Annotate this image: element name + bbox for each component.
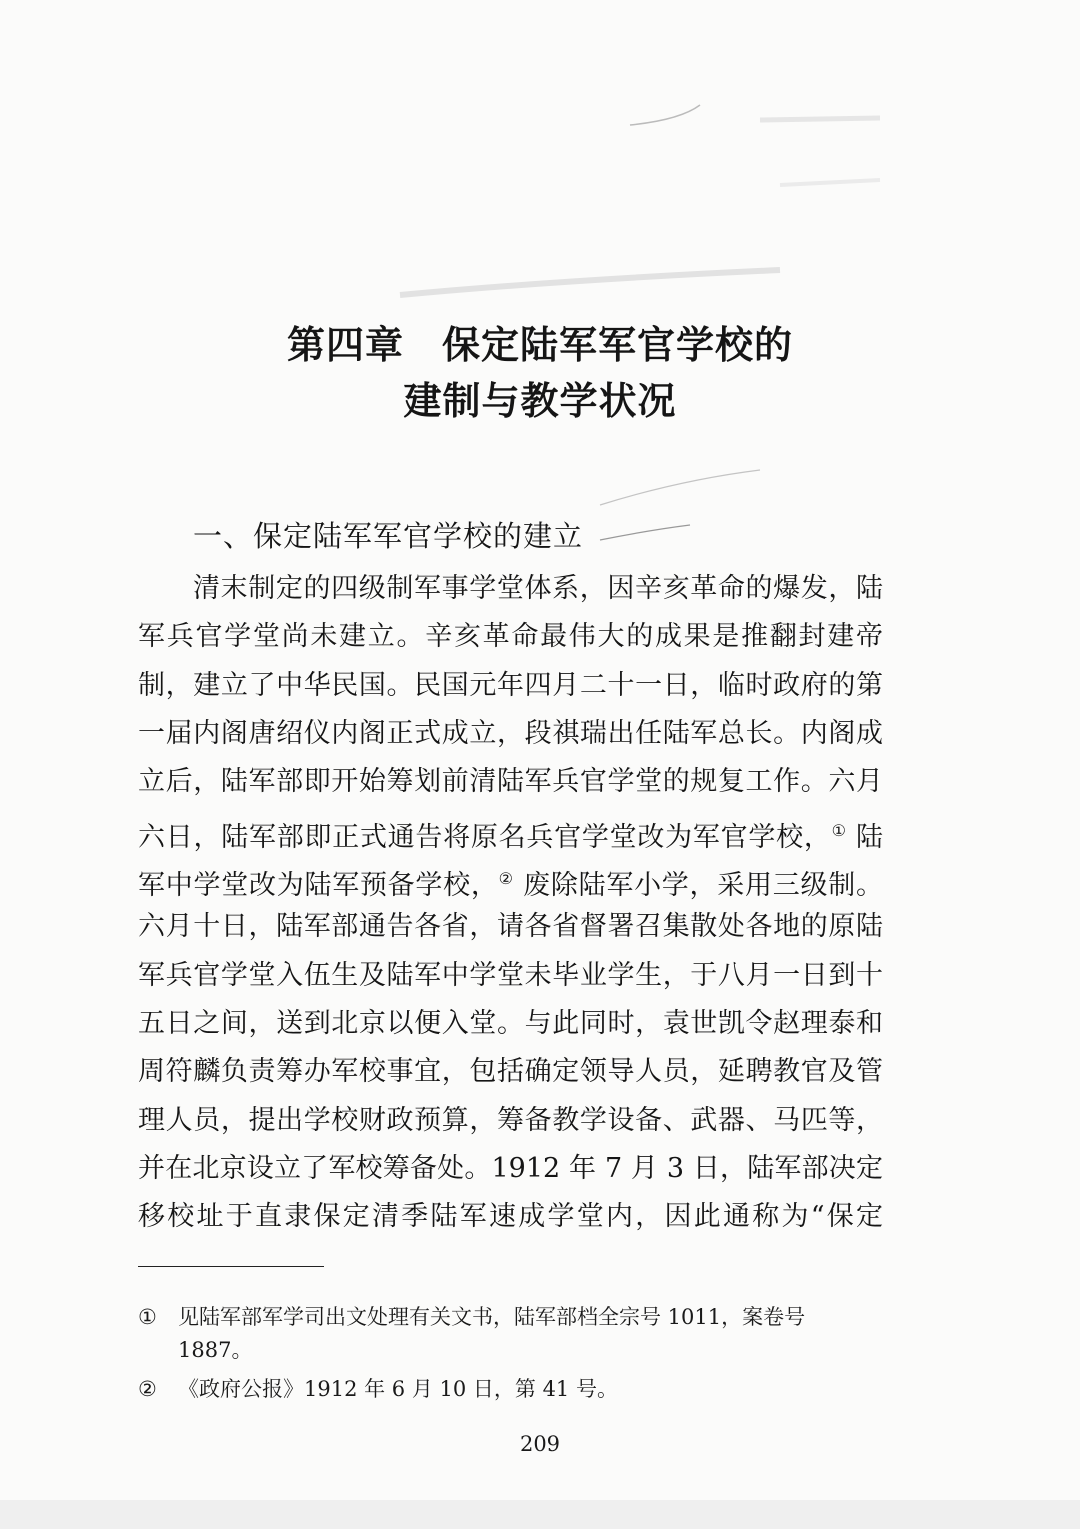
footnote-divider xyxy=(138,1266,324,1267)
body-line: 军兵官学堂入伍生及陆军中学堂未毕业学生，于八月一日到十 xyxy=(138,960,883,991)
chapter-title-main: 保定陆军军官学校的 xyxy=(442,323,794,367)
body-line: 立后，陆军部即开始筹划前清陆军兵官学堂的规复工作。六月 xyxy=(138,766,883,797)
chapter-number: 第四章 xyxy=(286,323,404,367)
body-line: 制，建立了中华民国。民国元年四月二十一日，临时政府的第 xyxy=(138,670,883,701)
section-heading: 一、保定陆军军官学校的建立 xyxy=(193,519,584,553)
body-line: 并在北京设立了军校筹备处。1912 年 7 月 3 日，陆军部决定 xyxy=(138,1153,883,1184)
body-line: 理人员，提出学校财政预算，筹备教学设备、武器、马匹等， xyxy=(138,1105,883,1136)
chapter-title-line2: 建制与教学状况 xyxy=(403,379,677,423)
footnote-mark: ② xyxy=(138,1377,157,1401)
body-line: 周符麟负责筹办军校事宜，包括确定领导人员，延聘教官及管 xyxy=(138,1056,883,1087)
body-line-text: 六日，陆军部即正式通告将原名兵官学堂改为军官学校， xyxy=(138,822,832,853)
body-line-tail: 陆 xyxy=(856,822,883,853)
body-line: 六月十日，陆军部通告各省，请各省督署召集散处各地的原陆 xyxy=(138,911,883,942)
footnote-1 xyxy=(138,1301,883,1331)
body-line: 五日之间，送到北京以便入堂。与此同时，袁世凯令赵理泰和 xyxy=(138,1008,883,1039)
viewer-bottom-bar xyxy=(0,1500,1080,1529)
body-line: 移校址于直隶保定清季陆军速成学堂内，因此通称为“保定 xyxy=(138,1201,883,1232)
body-line-with-note-ref xyxy=(138,814,883,855)
footnote-ref-1[interactable]: ① xyxy=(831,821,847,840)
chapter-title-line1 xyxy=(0,314,1080,369)
footnote-text: 《政府公报》1912 年 6 月 10 日，第 41 号。 xyxy=(178,1377,618,1401)
body-line: 清末制定的四级制军事学堂体系，因辛亥革命的爆发，陆 xyxy=(193,573,883,604)
footnote-2 xyxy=(138,1373,883,1403)
body-line: 一届内阁唐绍仪内阁正式成立，段祺瑞出任陆军总长。内阁成 xyxy=(138,718,883,749)
footnote-ref-2[interactable]: ② xyxy=(498,869,514,888)
body-line-tail: 废除陆军小学，采用三级制。 xyxy=(523,870,884,901)
body-line: 军兵官学堂尚未建立。辛亥革命最伟大的成果是推翻封建帝 xyxy=(138,621,883,652)
footnote-1-continuation: 1887。 xyxy=(178,1338,253,1362)
footnote-mark: ① xyxy=(138,1305,157,1329)
body-line-with-note-ref xyxy=(138,862,883,903)
footnote-text: 见陆军部军学司出文处理有关文书，陆军部档全宗号 1011，案卷号 xyxy=(178,1305,806,1329)
page-number: 209 xyxy=(519,1432,561,1456)
body-line-text: 军中学堂改为陆军预备学校， xyxy=(138,870,499,901)
